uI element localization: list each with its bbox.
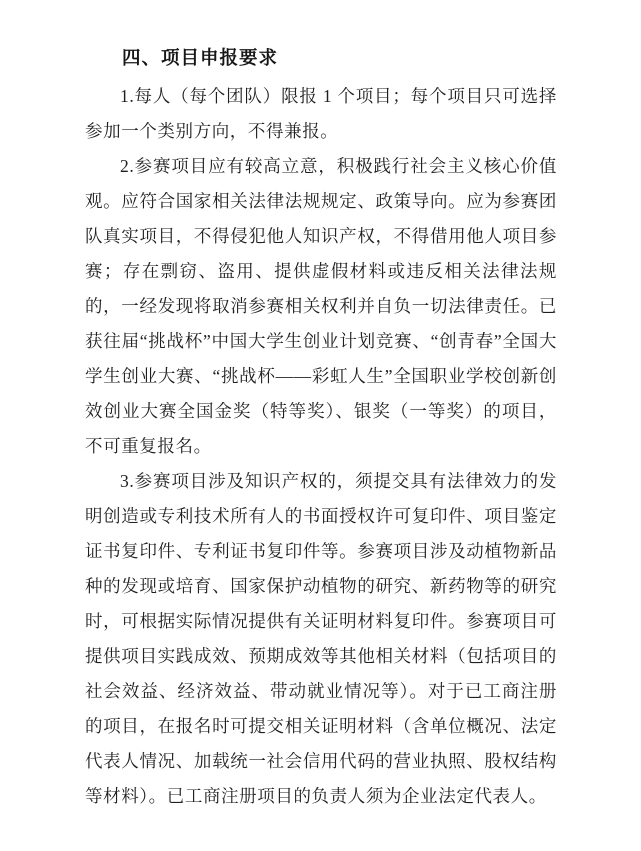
paragraph-application-limit: 1.每人（每个团队）限报 1 个项目；每个项目只可选择参加一个类别方向，不得兼报。 (85, 86, 557, 141)
section-heading: 四、项目申报要求 (122, 47, 279, 68)
paragraph-ip-and-registration: 3.参赛项目涉及知识产权的，须提交具有法律效力的发明创造或专利技术所有人的书面授权许可复印件、项目鉴定证书复印件、专利证书复印件等。参赛项目涉及动植物新品种的发现或培育、国家保护动植物的研究、新药物等的研究时，可根据实际情况提供有关证明材料复印件。参赛项目可提供项目实践成效、预期成效等其他相关材料（包括项目的社会效益、经济效益、带动就业情况等）。对于已工商注册的项目，在报名时可提交相关证明材料（含单位概况、法定代表人情况、加载统一社会信用代码的营业执照、股权结构等材料）。已工商注册项目的负责人须为企业法定代表人。 (85, 471, 557, 806)
paragraph-project-integrity: 2.参赛项目应有较高立意，积极践行社会主义核心价值观。应符合国家相关法律法规规定、政策导向。应为参赛团队真实项目，不得侵犯他人知识产权，不得借用他人项目参赛；存在剽窃、盗用、提供虚假材料或违反相关法律法规的，一经发现将取消参赛相关权利并自负一切法律责任。已获往届“挑战杯”中国大学生创业计划竞赛、“创青春”全国大学生创业大赛、“挑战杯——彩虹人生”全国职业学校创新创效创业大赛全国金奖（特等奖）、银奖（一等奖）的项目，不可重复报名。 (85, 156, 557, 456)
